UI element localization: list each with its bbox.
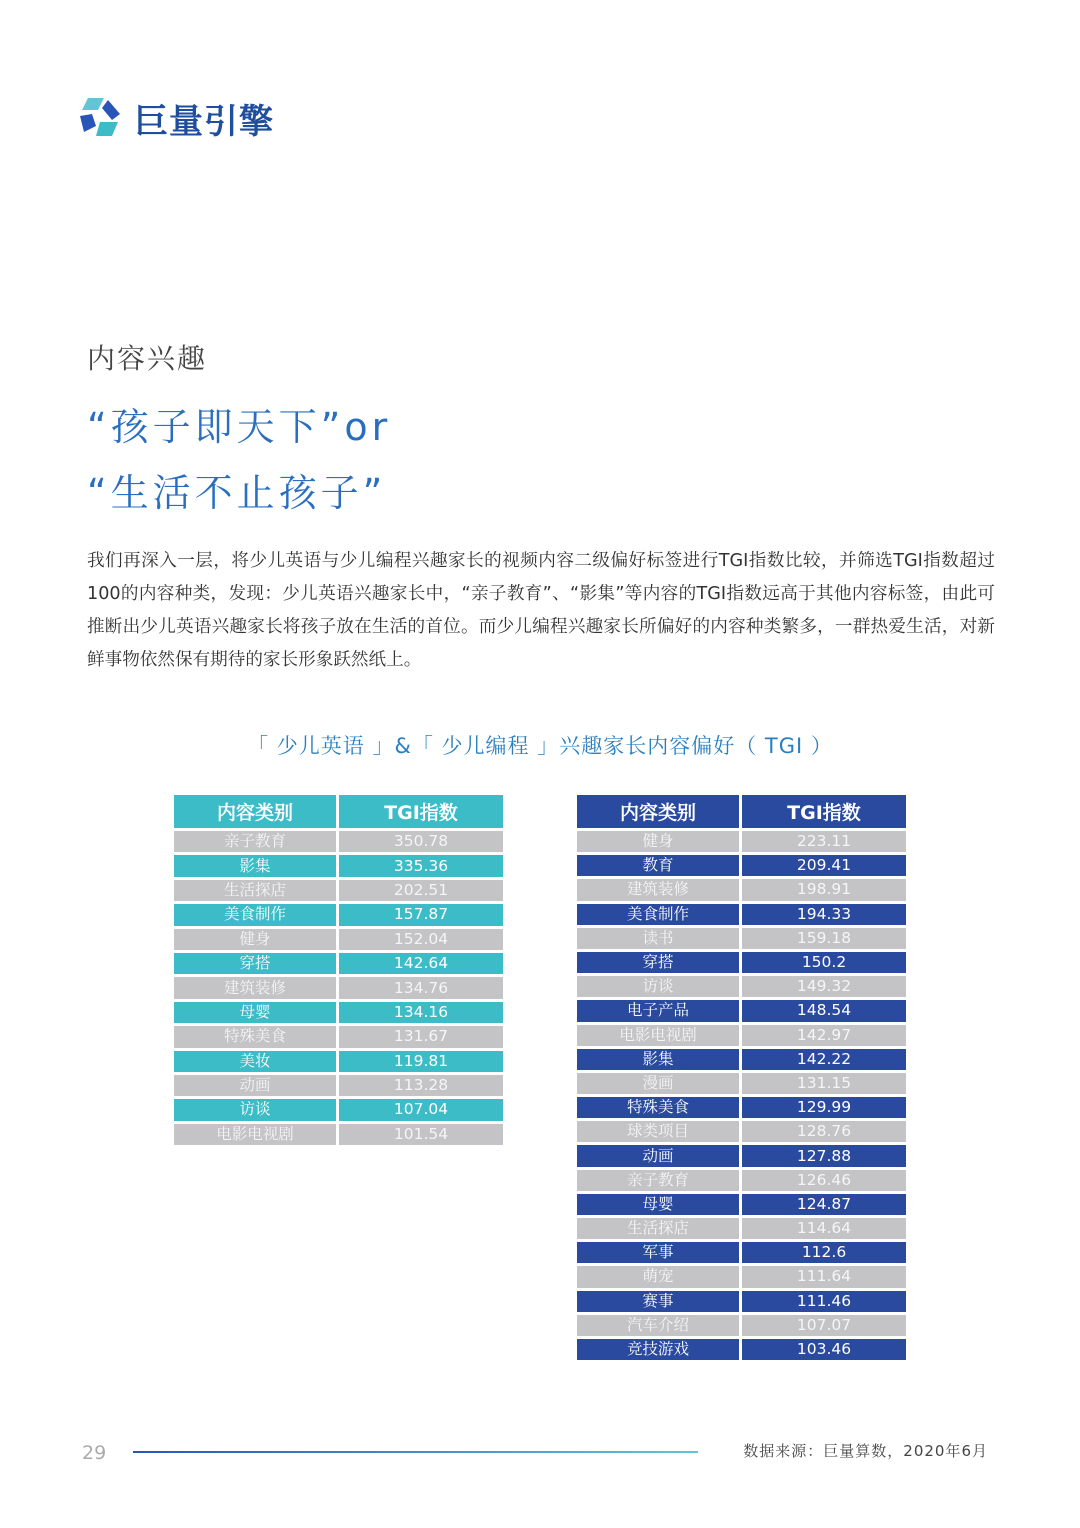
table-row bbox=[577, 1266, 906, 1287]
tgi-cell: 209.41 bbox=[742, 855, 906, 876]
category-cell: 动画 bbox=[577, 1145, 739, 1166]
tgi-cell: 124.87 bbox=[742, 1194, 906, 1215]
table-row bbox=[174, 1099, 503, 1120]
table-row bbox=[577, 1097, 906, 1118]
category-cell: 教育 bbox=[577, 855, 739, 876]
category-cell: 美食制作 bbox=[577, 904, 739, 925]
category-cell: 电子产品 bbox=[577, 1000, 739, 1021]
category-cell: 生活探店 bbox=[174, 880, 336, 901]
table-row bbox=[577, 976, 906, 997]
tgi-cell: 142.64 bbox=[339, 953, 503, 974]
table-row bbox=[577, 928, 906, 949]
table-row bbox=[577, 1194, 906, 1215]
tgi-cell: 350.78 bbox=[339, 831, 503, 852]
table-row bbox=[174, 880, 503, 901]
tgi-cell: 194.33 bbox=[742, 904, 906, 925]
tgi-cell: 152.04 bbox=[339, 929, 503, 950]
category-cell: 影集 bbox=[174, 855, 336, 876]
category-cell: 特殊美食 bbox=[577, 1097, 739, 1118]
category-cell: 汽车介绍 bbox=[577, 1315, 739, 1336]
category-cell: 穿搭 bbox=[174, 953, 336, 974]
table-row bbox=[174, 831, 503, 852]
tgi-cell: 157.87 bbox=[339, 904, 503, 925]
category-cell: 电影电视剧 bbox=[174, 1124, 336, 1145]
tgi-cell: 111.46 bbox=[742, 1291, 906, 1312]
table-row bbox=[577, 1121, 906, 1142]
tgi-cell: 103.46 bbox=[742, 1339, 906, 1360]
programming-parents-tgi-table bbox=[574, 792, 909, 1363]
tgi-cell: 131.15 bbox=[742, 1073, 906, 1094]
header-category: 内容类别 bbox=[174, 795, 336, 828]
category-cell: 球类项目 bbox=[577, 1121, 739, 1142]
brand-mark-icon bbox=[74, 92, 126, 144]
tgi-cell: 119.81 bbox=[339, 1051, 503, 1072]
category-cell: 健身 bbox=[577, 831, 739, 852]
category-cell: 动画 bbox=[174, 1075, 336, 1096]
tgi-cell: 112.6 bbox=[742, 1242, 906, 1263]
category-cell: 建筑装修 bbox=[577, 879, 739, 900]
tgi-cell: 142.22 bbox=[742, 1049, 906, 1070]
category-cell: 母婴 bbox=[577, 1194, 739, 1215]
category-cell: 读书 bbox=[577, 928, 739, 949]
category-cell: 访谈 bbox=[174, 1099, 336, 1120]
data-source: 数据来源：巨量算数，2020年6月 bbox=[743, 1442, 988, 1460]
table-row bbox=[174, 1124, 503, 1145]
brand-name: 巨量引擎 bbox=[134, 101, 274, 142]
table-row bbox=[174, 977, 503, 998]
category-cell: 健身 bbox=[174, 929, 336, 950]
tgi-cell: 150.2 bbox=[742, 952, 906, 973]
intro-paragraph: 我们再深入一层，将少儿英语与少儿编程兴趣家长的视频内容二级偏好标签进行TGI指数比较，并筛选TGI指数超过100的内容种类，发现：少儿英语兴趣家长中，“亲子教育”、“影集”等内容的TGI指数远高于其他内容标签，由此可推断出少儿英语兴趣家长将孩子放在生活的首位。而少儿编程兴趣家长所偏好的内容种类繁多，一群热爱生活，对新鲜事物依然保有期待的家长形象跃然纸上。 bbox=[87, 551, 995, 670]
category-cell: 美食制作 bbox=[174, 904, 336, 925]
table-row bbox=[577, 1073, 906, 1094]
headline-line-1: “孩子即天下”or bbox=[87, 405, 392, 449]
table-row bbox=[174, 855, 503, 876]
headline-line-2: “生活不止孩子” bbox=[87, 471, 387, 515]
tgi-cell: 114.64 bbox=[742, 1218, 906, 1239]
tgi-cell: 335.36 bbox=[339, 855, 503, 876]
category-cell: 建筑装修 bbox=[174, 977, 336, 998]
tgi-cell: 111.64 bbox=[742, 1266, 906, 1287]
tgi-cell: 134.16 bbox=[339, 1002, 503, 1023]
category-cell: 影集 bbox=[577, 1049, 739, 1070]
table-row bbox=[174, 953, 503, 974]
category-cell: 生活探店 bbox=[577, 1218, 739, 1239]
brand-logo bbox=[74, 92, 274, 144]
table-row bbox=[174, 1051, 503, 1072]
table-row bbox=[174, 1002, 503, 1023]
category-cell: 萌宠 bbox=[577, 1266, 739, 1287]
tgi-cell: 126.46 bbox=[742, 1170, 906, 1191]
english-parents-tgi-table bbox=[171, 792, 506, 1148]
table-row bbox=[577, 952, 906, 973]
table-row bbox=[577, 1049, 906, 1070]
table-row bbox=[577, 1145, 906, 1166]
category-cell: 电影电视剧 bbox=[577, 1025, 739, 1046]
tgi-cell: 134.76 bbox=[339, 977, 503, 998]
category-cell: 军事 bbox=[577, 1242, 739, 1263]
table-row bbox=[174, 1026, 503, 1047]
tgi-cell: 202.51 bbox=[339, 880, 503, 901]
header-tgi: TGI指数 bbox=[339, 795, 503, 828]
table-row bbox=[174, 904, 503, 925]
section-label: 内容兴趣 bbox=[87, 342, 208, 375]
table-row bbox=[577, 1291, 906, 1312]
table-row bbox=[577, 1170, 906, 1191]
table-row bbox=[577, 1242, 906, 1263]
table-row bbox=[577, 1218, 906, 1239]
tgi-cell: 131.67 bbox=[339, 1026, 503, 1047]
tgi-cell: 127.88 bbox=[742, 1145, 906, 1166]
table-title: 「 少儿英语 」&「 少儿编程 」兴趣家长内容偏好（ TGI ） bbox=[247, 734, 833, 758]
category-cell: 母婴 bbox=[174, 1002, 336, 1023]
tgi-cell: 149.32 bbox=[742, 976, 906, 997]
table-row bbox=[174, 1075, 503, 1096]
category-cell: 访谈 bbox=[577, 976, 739, 997]
table-header-row bbox=[577, 795, 906, 828]
table-row bbox=[577, 904, 906, 925]
category-cell: 特殊美食 bbox=[174, 1026, 336, 1047]
tgi-cell: 148.54 bbox=[742, 1000, 906, 1021]
category-cell: 美妆 bbox=[174, 1051, 336, 1072]
footer-divider bbox=[133, 1451, 698, 1453]
page-number: 29 bbox=[82, 1442, 107, 1464]
tgi-cell: 113.28 bbox=[339, 1075, 503, 1096]
tgi-cell: 129.99 bbox=[742, 1097, 906, 1118]
table-row bbox=[577, 1000, 906, 1021]
tgi-cell: 107.04 bbox=[339, 1099, 503, 1120]
table-row bbox=[577, 1315, 906, 1336]
tgi-cell: 159.18 bbox=[742, 928, 906, 949]
table-row bbox=[577, 855, 906, 876]
table-header-row bbox=[174, 795, 503, 828]
header-category: 内容类别 bbox=[577, 795, 739, 828]
table-row bbox=[577, 831, 906, 852]
category-cell: 竞技游戏 bbox=[577, 1339, 739, 1360]
tgi-cell: 107.07 bbox=[742, 1315, 906, 1336]
table-row bbox=[577, 1025, 906, 1046]
category-cell: 亲子教育 bbox=[174, 831, 336, 852]
tgi-cell: 128.76 bbox=[742, 1121, 906, 1142]
table-row bbox=[577, 1339, 906, 1360]
category-cell: 穿搭 bbox=[577, 952, 739, 973]
table-row bbox=[174, 929, 503, 950]
tgi-cell: 101.54 bbox=[339, 1124, 503, 1145]
tgi-cell: 142.97 bbox=[742, 1025, 906, 1046]
tgi-cell: 198.91 bbox=[742, 879, 906, 900]
table-row bbox=[577, 879, 906, 900]
header-tgi: TGI指数 bbox=[742, 795, 906, 828]
tgi-cell: 223.11 bbox=[742, 831, 906, 852]
category-cell: 赛事 bbox=[577, 1291, 739, 1312]
category-cell: 亲子教育 bbox=[577, 1170, 739, 1191]
category-cell: 漫画 bbox=[577, 1073, 739, 1094]
